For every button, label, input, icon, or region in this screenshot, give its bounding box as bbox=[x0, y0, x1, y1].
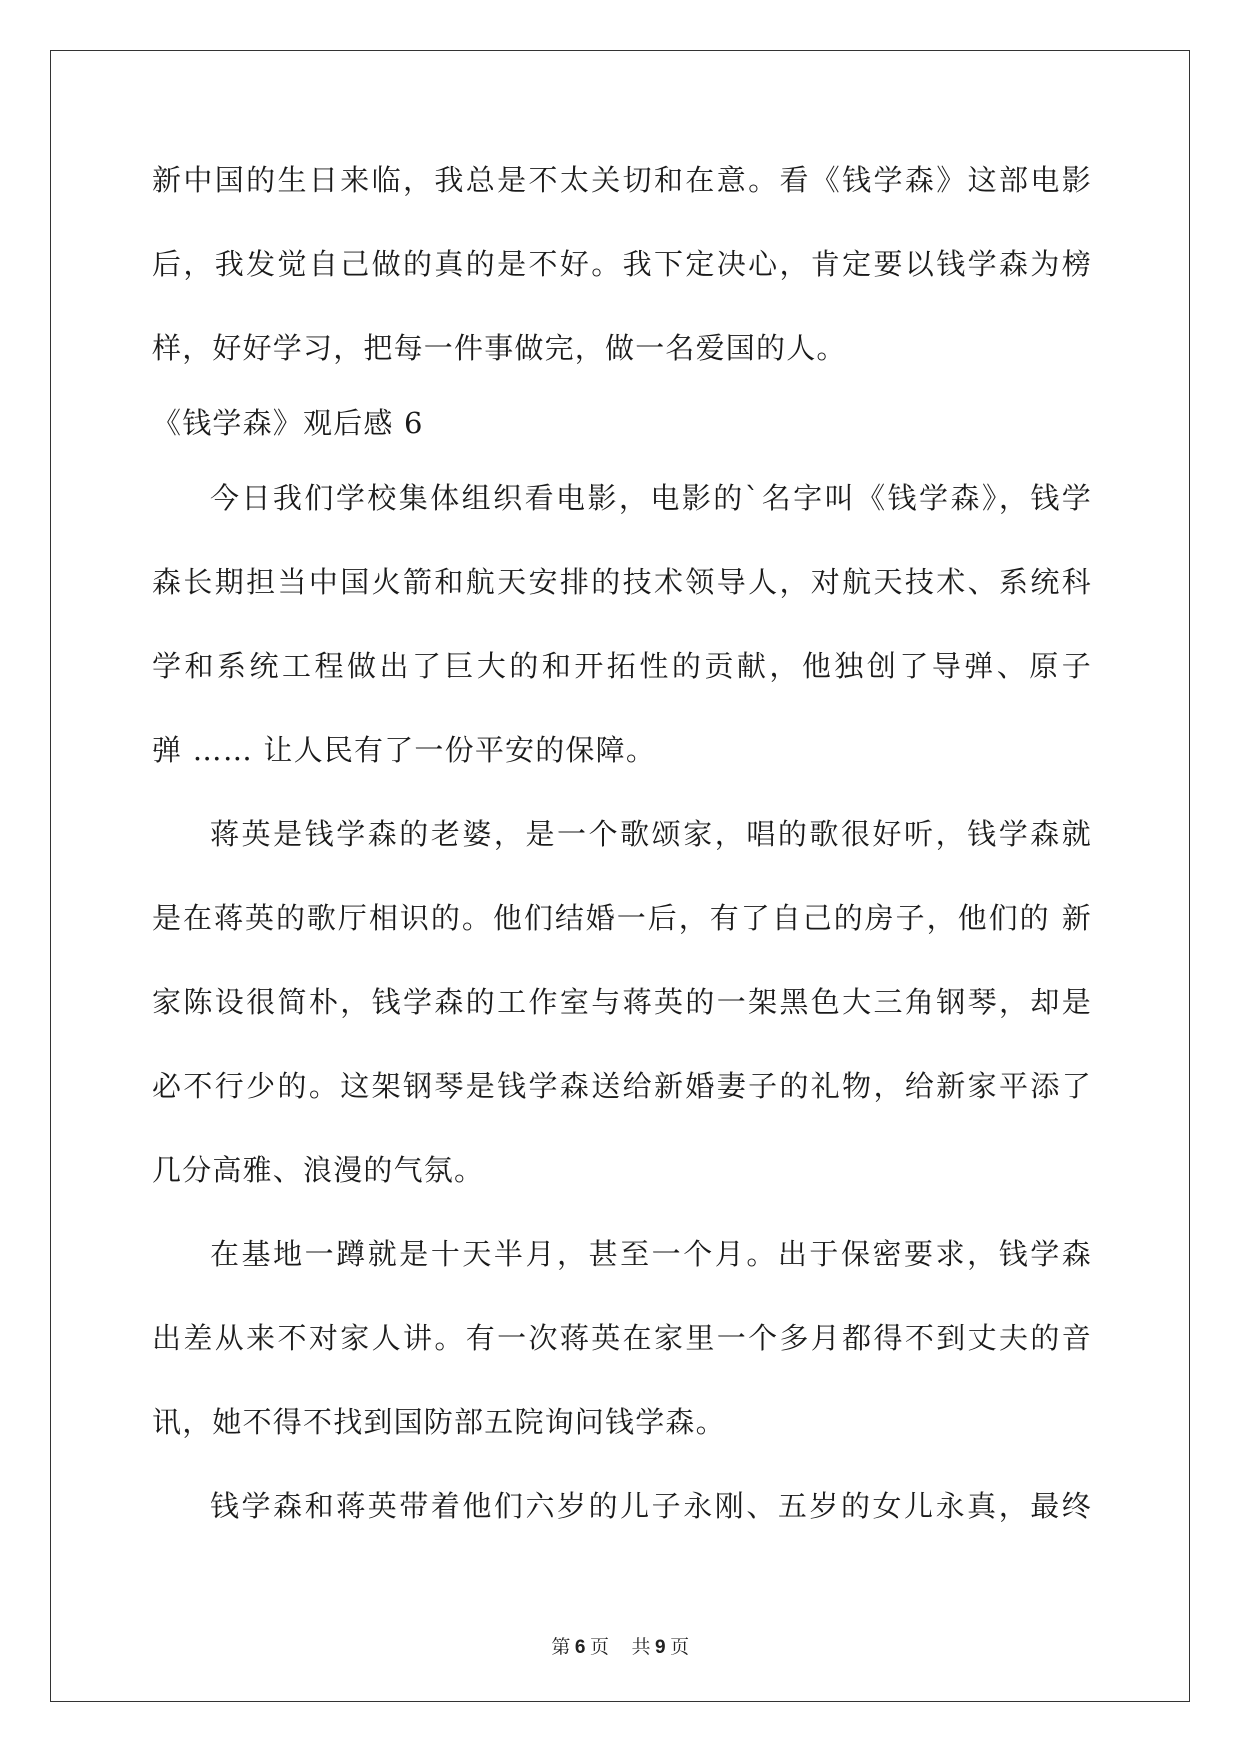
text-line: 是在蒋英的歌厅相识的。他们结婚一后，有了自己的房子，他们的 新 bbox=[152, 901, 1092, 935]
document-body bbox=[152, 160, 1092, 1527]
text-line: 必不行少的。这架钢琴是钱学森送给新婚妻子的礼物，给新家平添了 bbox=[152, 1069, 1092, 1103]
total-pages-prefix: 共 bbox=[631, 1636, 652, 1658]
current-page-number: 6 bbox=[574, 1637, 586, 1658]
section-heading: 《钱学森》观后感 6 bbox=[152, 406, 424, 440]
text-line: 出差从来不对家人讲。有一次蒋英在家里一个多月都得不到丈夫的音 bbox=[152, 1321, 1092, 1355]
text-line: 学和系统工程做出了巨大的和开拓性的贡献，他独创了导弹、原子 bbox=[152, 649, 1092, 683]
text-line: 讯，她不得不找到国防部五院询问钱学森。 bbox=[152, 1405, 726, 1439]
text-line: 几分高雅、浪漫的气氛。 bbox=[152, 1153, 485, 1187]
text-line: 新中国的生日来临，我总是不太关切和在意。看《钱学森》这部电影 bbox=[152, 163, 1092, 197]
text-line: 后，我发觉自己做的真的是不好。我下定决心，肯定要以钱学森为榜 bbox=[152, 247, 1092, 281]
paragraph-start-line: 钱学森和蒋英带着他们六岁的儿子永刚、五岁的女儿永真，最终 bbox=[210, 1489, 1092, 1523]
paragraph-start-line: 在基地一蹲就是十天半月，甚至一个月。出于保密要求，钱学森 bbox=[210, 1237, 1092, 1271]
paragraph-start-line: 蒋英是钱学森的老婆，是一个歌颂家，唱的歌很好听，钱学森就 bbox=[210, 817, 1092, 851]
page-footer bbox=[0, 1632, 1241, 1659]
text-line: 森长期担当中国火箭和航天安排的技术领导人，对航天技术、系统科 bbox=[152, 565, 1092, 599]
page-number-prefix: 第 bbox=[551, 1636, 571, 1658]
text-line: 样，好好学习，把每一件事做完，做一名爱国的人。 bbox=[152, 331, 847, 365]
text-line: 弹 …… 让人民有了一份平安的保障。 bbox=[152, 733, 657, 767]
text-line: 家陈设很简朴，钱学森的工作室与蒋英的一架黑色大三角钢琴，却是 bbox=[152, 985, 1092, 1019]
page-number-suffix: 页 bbox=[589, 1636, 610, 1658]
paragraph-start-line: 今日我们学校集体组织看电影，电影的`名字叫《钱学森》，钱学 bbox=[210, 481, 1092, 515]
total-pages-suffix: 页 bbox=[670, 1636, 690, 1658]
total-page-count: 9 bbox=[655, 1637, 667, 1658]
